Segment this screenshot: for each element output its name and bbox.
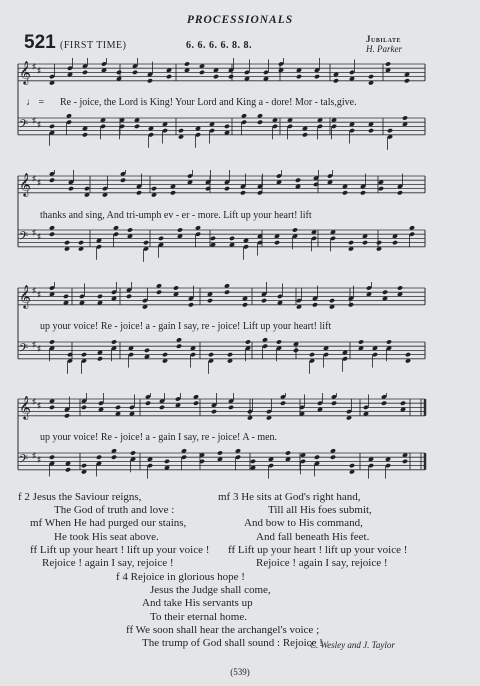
sharp-icon: ♯ bbox=[37, 401, 41, 410]
bass-clef-icon: 𝄢 bbox=[19, 230, 29, 246]
sharp-icon: ♯ bbox=[32, 116, 36, 125]
note-head bbox=[387, 128, 393, 133]
lyric-line-3: up your voice! Re - joice! a - gain I say, re - joice! Lift up your heart! lift bbox=[40, 321, 332, 332]
note-head bbox=[84, 186, 90, 191]
stanza-2-line-2: The God of truth and love : bbox=[54, 504, 175, 517]
note-head bbox=[224, 124, 230, 129]
note-head bbox=[302, 132, 308, 137]
note-head bbox=[64, 240, 70, 245]
note-head bbox=[293, 348, 299, 353]
note-head bbox=[82, 132, 88, 137]
sharp-icon: ♯ bbox=[32, 286, 36, 295]
note-head bbox=[151, 186, 157, 191]
note-head bbox=[145, 401, 151, 406]
treble-clef-icon: 𝄞 bbox=[19, 284, 31, 308]
note-head bbox=[49, 339, 55, 344]
note-head bbox=[261, 298, 267, 303]
note-head bbox=[199, 70, 205, 75]
note-head bbox=[229, 236, 235, 241]
note-head bbox=[96, 455, 102, 460]
note-head bbox=[360, 190, 366, 195]
note-head bbox=[116, 70, 122, 75]
note-head bbox=[276, 339, 282, 344]
note-head bbox=[404, 78, 410, 83]
note-head bbox=[245, 339, 251, 344]
note-head bbox=[381, 401, 387, 406]
lyric-line-4: up your voice! Re - joice! a - gain I say, re - joice! A - men. bbox=[40, 432, 278, 443]
treble-clef-icon: 𝄞 bbox=[19, 172, 31, 196]
sharp-icon: ♯ bbox=[32, 397, 36, 406]
note-head bbox=[111, 339, 117, 344]
sharp-icon: ♯ bbox=[37, 344, 41, 353]
note-head bbox=[207, 298, 213, 303]
note-head bbox=[400, 401, 406, 406]
note-head bbox=[257, 120, 263, 125]
note-head bbox=[115, 405, 121, 410]
note-head bbox=[242, 302, 248, 307]
note-head bbox=[331, 401, 337, 406]
note-head bbox=[274, 240, 280, 245]
note-head bbox=[358, 339, 364, 344]
music-system-4 bbox=[0, 393, 480, 493]
section-title: PROCESSIONALS bbox=[186, 14, 294, 26]
note-head bbox=[292, 227, 298, 232]
note-head bbox=[309, 352, 315, 357]
meter: 6. 6. 6. 6. 8. 8. bbox=[186, 40, 252, 51]
note-head bbox=[177, 227, 183, 232]
note-head bbox=[158, 236, 164, 241]
stanza-3 bbox=[218, 491, 407, 570]
note-head bbox=[49, 405, 55, 410]
note-head bbox=[228, 405, 234, 410]
stanza-3-line-4: And fall beneath His feet. bbox=[256, 530, 370, 543]
note-head bbox=[240, 190, 246, 195]
lyric-line-2: thanks and sing, And tri-umph ev - er - more. Lift up your heart! lift bbox=[40, 210, 312, 221]
note-head bbox=[143, 240, 149, 245]
note-head bbox=[368, 128, 374, 133]
note-head bbox=[208, 352, 214, 357]
sharp-icon: ♯ bbox=[32, 62, 36, 71]
note-head bbox=[405, 352, 411, 357]
note-head bbox=[312, 302, 318, 307]
note-head bbox=[210, 236, 216, 241]
note-head bbox=[342, 190, 348, 195]
note-head bbox=[330, 455, 336, 460]
stanza-2-line-3: mf When He had purged our stains, bbox=[30, 517, 187, 530]
note-head bbox=[333, 78, 339, 83]
note-head bbox=[164, 459, 170, 464]
note-head bbox=[68, 186, 74, 191]
note-head bbox=[166, 74, 172, 79]
stanza-3-line-2: Till all His foes submit, bbox=[268, 504, 372, 517]
note-head bbox=[97, 294, 103, 299]
note-head bbox=[170, 190, 176, 195]
note-head bbox=[296, 74, 302, 79]
note-head bbox=[224, 186, 230, 191]
note-head bbox=[348, 240, 354, 245]
note-head bbox=[126, 294, 132, 299]
hymn-number: 521 bbox=[24, 32, 56, 53]
composer: H. Parker bbox=[366, 44, 402, 54]
note-head bbox=[386, 339, 392, 344]
note-head bbox=[81, 405, 87, 410]
note-head bbox=[49, 455, 55, 460]
sharp-icon: ♯ bbox=[37, 66, 41, 75]
note-head bbox=[188, 302, 194, 307]
stanza-4 bbox=[116, 571, 323, 650]
note-head bbox=[144, 348, 150, 353]
bass-clef-icon: 𝄢 bbox=[19, 342, 29, 358]
treble-clef-icon: 𝄞 bbox=[19, 395, 31, 419]
note-head bbox=[280, 401, 286, 406]
note-head bbox=[348, 302, 354, 307]
note-head bbox=[64, 413, 70, 418]
note-head bbox=[329, 298, 335, 303]
stanza-4-line-6: The trump of God shall sound : Rejoice ! bbox=[142, 636, 323, 649]
sharp-icon: ♯ bbox=[32, 451, 36, 460]
sharp-icon: ♯ bbox=[37, 120, 41, 129]
note-head bbox=[227, 352, 233, 357]
note-head bbox=[49, 178, 55, 183]
note-head bbox=[402, 459, 408, 464]
stanza-2 bbox=[18, 491, 209, 570]
note-head bbox=[120, 178, 126, 183]
note-head bbox=[250, 459, 256, 464]
music-system-1 bbox=[0, 58, 480, 158]
note-head bbox=[49, 124, 55, 129]
note-head bbox=[314, 455, 320, 460]
sharp-icon: ♯ bbox=[37, 455, 41, 464]
tempo-marking: ♩ = bbox=[26, 97, 45, 108]
note-head bbox=[228, 74, 234, 79]
note-head bbox=[295, 178, 301, 183]
note-head bbox=[378, 186, 384, 191]
note-head bbox=[65, 467, 71, 472]
stanza-3-line-5: ff Lift up your heart ! lift up your voice ! bbox=[228, 543, 408, 556]
note-head bbox=[314, 74, 320, 79]
note-head bbox=[392, 240, 398, 245]
stanza-3-line-1: mf 3 He sits at God's right hand, bbox=[218, 491, 361, 503]
note-head bbox=[349, 463, 355, 468]
stanza-4-line-5: ff We soon shall hear the archangel's voice ; bbox=[126, 623, 320, 636]
note-head bbox=[156, 290, 162, 295]
note-head bbox=[111, 455, 117, 460]
note-head bbox=[213, 74, 219, 79]
note-head bbox=[97, 356, 103, 361]
note-head bbox=[385, 61, 391, 66]
lyric-line-1: Re - joice, the Lord is King! Your Lord and King a - dore! Mor - tals,give. bbox=[60, 97, 357, 108]
note-head bbox=[224, 290, 230, 295]
stanza-2-line-6: Rejoice ! again I say, rejoice ! bbox=[42, 556, 174, 569]
note-head bbox=[217, 450, 223, 455]
note-head bbox=[81, 352, 87, 357]
note-head bbox=[382, 290, 388, 295]
note-head bbox=[193, 401, 199, 406]
page-number: (539) bbox=[230, 667, 250, 677]
treble-clef-icon: 𝄞 bbox=[19, 60, 31, 84]
note-head bbox=[127, 227, 133, 232]
note-head bbox=[134, 124, 140, 129]
note-head bbox=[82, 70, 88, 75]
stanza-4-line-3: And take His servants up bbox=[142, 597, 253, 610]
note-head bbox=[178, 128, 184, 133]
attribution: C. Wesley and J. Taylor bbox=[310, 640, 395, 650]
note-head bbox=[81, 463, 87, 468]
sharp-icon: ♯ bbox=[32, 174, 36, 183]
note-head bbox=[130, 450, 136, 455]
note-head bbox=[397, 285, 403, 290]
sharp-icon: ♯ bbox=[37, 178, 41, 187]
note-head bbox=[211, 409, 217, 414]
stanza-4-line-2: Jesus the Judge shall come, bbox=[150, 584, 271, 597]
note-head bbox=[78, 240, 84, 245]
sharp-icon: ♯ bbox=[37, 232, 41, 241]
sharp-icon: ♯ bbox=[32, 340, 36, 349]
stanza-4-line-1: f 4 Rejoice in glorious hope ! bbox=[116, 571, 245, 583]
note-head bbox=[147, 78, 153, 83]
note-head bbox=[132, 70, 138, 75]
bass-clef-icon: 𝄢 bbox=[19, 118, 29, 134]
note-head bbox=[376, 240, 382, 245]
note-head bbox=[184, 61, 190, 66]
stanza-4-line-4: To their eternal home. bbox=[150, 610, 247, 623]
stanza-2-line-5: ff Lift up your heart ! lift up your voice ! bbox=[30, 543, 210, 556]
note-head bbox=[362, 240, 368, 245]
bass-clef-icon: 𝄢 bbox=[19, 453, 29, 469]
music-system-3 bbox=[0, 282, 480, 382]
stanza-2-line-1: f 2 Jesus the Saviour reigns, bbox=[18, 491, 142, 503]
note-head bbox=[63, 294, 69, 299]
note-head bbox=[285, 450, 291, 455]
first-time-label: (FIRST TIME) bbox=[60, 40, 127, 51]
note-head bbox=[136, 190, 142, 195]
note-head bbox=[176, 344, 182, 349]
note-head bbox=[368, 74, 374, 79]
stanza-3-line-6: Rejoice ! again I say, rejoice ! bbox=[256, 556, 388, 569]
sharp-icon: ♯ bbox=[37, 290, 41, 299]
sharp-icon: ♯ bbox=[32, 228, 36, 237]
stanza-3-line-3: And bow to His command, bbox=[244, 517, 363, 530]
tune-name: Jubilate bbox=[366, 34, 402, 44]
note-head bbox=[173, 285, 179, 290]
stanza-2-line-4: He took His seat above. bbox=[54, 530, 159, 543]
note-head bbox=[162, 352, 168, 357]
note-head bbox=[397, 190, 403, 195]
note-head bbox=[159, 405, 165, 410]
note-head bbox=[49, 232, 55, 237]
note-head bbox=[402, 115, 408, 120]
